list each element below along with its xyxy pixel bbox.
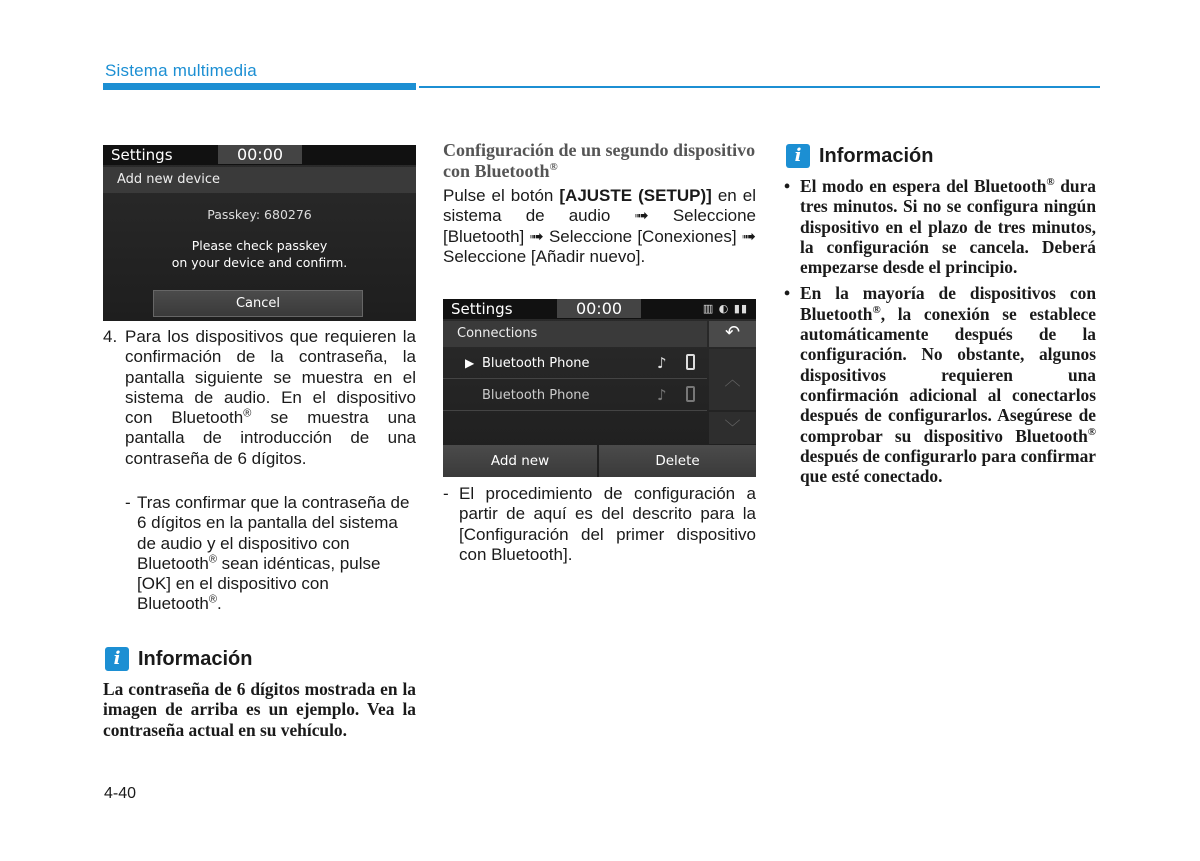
device-name: Bluetooth Phone [482,356,590,371]
screen-header [103,145,416,165]
page-number: 4-40 [104,785,137,802]
phone-icon [686,386,695,402]
chevron-down-icon: ﹀ [724,418,741,437]
info-icon: i [105,647,129,671]
sub-title: Add new device [117,172,221,187]
step-4-subnote-text: Tras confirmar que la contraseña de 6 dígitos en la pantalla del sistema de audio y el dispositivo con Bluetooth® sean idénticas, pulse [OK] en el dispositivo con Bluetooth®. [137,493,410,614]
delete-button[interactable]: Delete [599,445,756,477]
add-device-screen [103,145,416,321]
header-rule-thick [103,83,416,90]
screen-header [443,299,756,319]
sub-title-bar [103,167,416,193]
back-icon[interactable]: ↶ [709,321,756,347]
screen-clock: 00:00 [218,145,302,164]
info-heading-2 [786,144,933,168]
info-heading-1 [105,647,252,671]
bluetooth-audio-icon: ♪ [657,386,667,404]
section-title: Sistema multimedia [105,61,257,80]
passkey-message-line1: Please check passkey [191,238,328,253]
bluetooth-audio-icon: ♪ [657,354,667,372]
second-device-heading: Configuración de un segundo dispositivo con Bluetooth® [443,140,756,181]
list-item: • El modo en espera del Bluetooth® dura tres minutos. Si no se configura ningún dispositivo en el plazo de tres minutos, la configuración se cancela. Deberá empezarse desde el principio. [784,176,1096,278]
phone-icon [686,354,695,370]
info-title: Información [138,647,253,670]
info-1-text: La contraseña de 6 dígitos mostrada en la imagen de arriba es un ejemplo. Vea la contraseña actual en su vehículo. [103,679,416,740]
connections-bar [443,321,707,347]
header-rule-thin [419,86,1100,88]
chevron-up-icon: ︿ [724,370,741,389]
scroll-down-button[interactable] [709,412,756,444]
setup-instructions: Pulse el botón [AJUSTE (SETUP)] en el sistema de audio ➟ Seleccione [Bluetooth] ➟ Seleccione [Conexiones] ➟ Seleccione [Añadir nuevo]. [443,186,756,266]
step-4-subnote [125,493,416,615]
passkey-text: Passkey: 680276 [207,207,312,222]
screen-title: Settings [451,300,513,318]
note-dash: - [443,484,449,503]
info-icon: i [786,144,810,168]
list-item: • En la mayoría de dispositivos con Bluetooth®, la conexión se establece automáticamente después de la configuración. No obstante, algunos dispositivos requieren una confirmación adicional al conectarlos después de configurarlos. Asegúrese de comprobar su dispositivo Bluetooth® después de configurarlo para confirmar que esté conectado. [784,283,1096,487]
step-4 [103,327,416,469]
selected-arrow-icon: ▶ [465,356,475,370]
step-4-text: Para los dispositivos que requieren la confirmación de la contraseña, la pantalla siguiente se muestra en el sistema de audio. En el dispositivo con Bluetooth® se muestra una pantalla de introducción de una contraseña de 6 dígitos. [125,327,417,468]
add-new-button[interactable]: Add new [443,445,597,477]
info-2-bullets [784,176,1096,492]
screen-title: Settings [111,146,173,164]
bullet-mark: • [784,283,791,304]
procedure-note [443,484,756,565]
step-number: 4. [103,327,118,346]
status-icons: ▥ ◐ ▮▮ [702,302,748,315]
connections-label: Connections [457,326,538,341]
subnote-dash: - [125,493,131,512]
info-title: Información [819,144,934,167]
device-row[interactable] [443,381,707,411]
device-name: Bluetooth Phone [482,388,590,403]
screen-clock: 00:00 [557,299,641,318]
device-row[interactable] [443,349,707,379]
procedure-note-text: El procedimiento de configuración a partir de aquí es del descrito para la [Configuración del primer dispositivo con Bluetooth]. [459,484,756,564]
scroll-up-button[interactable] [709,349,756,410]
bullet-mark: • [784,176,791,196]
cancel-button[interactable]: Cancel [153,290,363,317]
connections-screen [443,299,756,477]
passkey-message-line2: on your device and confirm. [171,255,348,270]
